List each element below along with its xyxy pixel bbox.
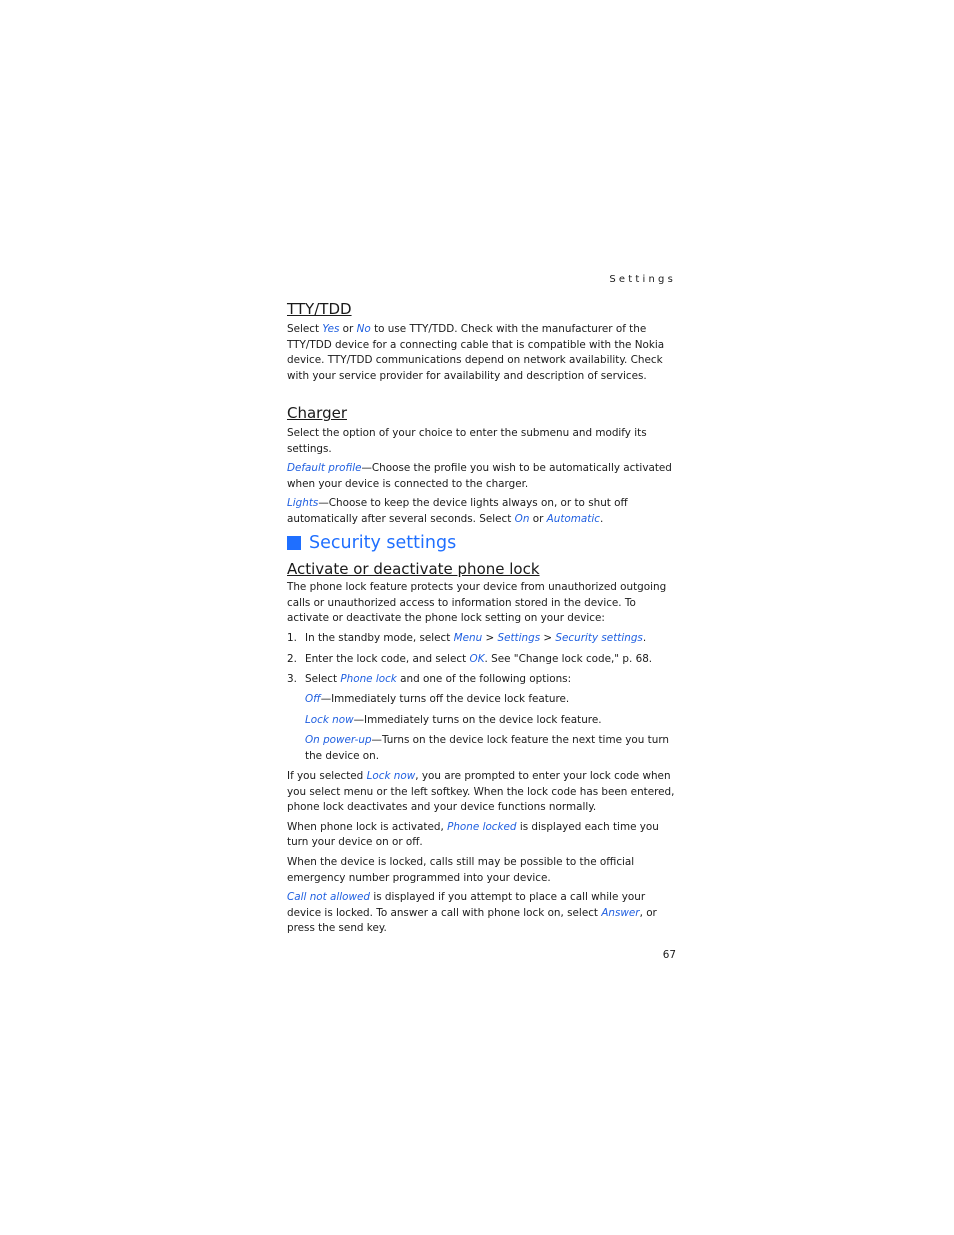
tty-heading: TTY/TDD <box>287 300 352 318</box>
phone-locked-option: Phone locked <box>447 820 517 833</box>
tty-section <box>287 299 679 384</box>
text: —Immediately turns off the device lock feature. <box>320 693 570 705</box>
default-profile-paragraph <box>287 461 679 492</box>
automatic-option: Automatic <box>546 512 600 525</box>
lock-now-option: Lock now <box>366 770 416 782</box>
call-not-allowed-option: Call not allowed <box>287 891 371 904</box>
running-header: Settings <box>609 274 676 285</box>
text: —Turns on the device lock feature the next time you turn the device on. <box>305 734 669 762</box>
closing-paragraphs <box>287 769 679 937</box>
phone-lock-intro: The phone lock feature protects your device from unauthorized outgoing calls or unauthorized access to information stored in the device. To activate or deactivate the phone lock setting on your device: <box>287 581 667 625</box>
step-number: 3. <box>287 673 297 685</box>
no-option: No <box>356 323 371 335</box>
default-profile-option: Default profile <box>287 462 362 475</box>
text: , you are prompted to enter your lock code when you select menu or the left softkey. When the lock code has been entered, phone lock deactivates and your device functions normally. <box>287 770 675 814</box>
text: is displayed if you attempt to place a call while your device is locked. To answer a call with phone lock on, select <box>287 891 646 919</box>
ok-option: OK <box>469 653 485 665</box>
call-not-allowed-paragraph <box>287 890 679 937</box>
option-lock-now <box>305 713 677 729</box>
text: to use TTY/TDD. Check with the manufacturer of the TTY/TDD device for a connecting cable that is compatible with the Nokia device. TTY/TDD communications depend on network availability. Check with your service provider for availability and description of services. <box>287 323 665 382</box>
menu-option: Menu <box>453 632 483 644</box>
phone-lock-heading: Activate or deactivate phone lock <box>287 560 540 578</box>
text: —Choose to keep the device lights always on, or to shut off automatically after several seconds. Select <box>287 497 628 525</box>
page-number: 67 <box>662 949 676 961</box>
text: In the standby mode, select <box>305 632 454 644</box>
text: > <box>482 632 498 644</box>
answer-option: Answer <box>601 906 640 919</box>
step-number: 2. <box>287 653 297 665</box>
lights-paragraph <box>287 496 679 527</box>
text: or <box>529 512 547 525</box>
text: . <box>642 632 647 644</box>
option-label: Off <box>305 693 321 705</box>
on-option: On <box>514 512 530 525</box>
charger-intro: Select the option of your choice to enter the submenu and modify its settings. <box>287 427 647 455</box>
text: or <box>339 323 357 335</box>
settings-option: Settings <box>497 632 541 644</box>
charger-heading: Charger <box>287 404 347 422</box>
text: Enter the lock code, and select <box>305 653 470 665</box>
option-on-power-up <box>305 733 677 764</box>
text: . <box>599 512 604 525</box>
phone-locked-paragraph <box>287 820 679 851</box>
text: When phone lock is activated, <box>287 820 448 833</box>
emergency-paragraph: When the device is locked, calls still may be possible to the official emergency number programmed into your device. <box>287 855 635 884</box>
lights-option: Lights <box>287 497 319 510</box>
text: and one of the following options: <box>396 673 572 685</box>
step-text <box>305 652 677 668</box>
charger-section <box>287 403 679 528</box>
step-text <box>305 631 677 647</box>
phone-lock-option: Phone lock <box>340 673 397 685</box>
step-number: 1. <box>287 632 297 644</box>
text: If you selected <box>287 770 367 782</box>
option-label: Lock now <box>305 714 354 726</box>
section-title: Security settings <box>309 533 457 553</box>
security-settings-option: Security settings <box>555 632 643 644</box>
yes-option: Yes <box>322 323 340 335</box>
text: —Choose the profile you wish to be automatically activated when your device is connected to the charger. <box>287 462 672 490</box>
phone-lock-section <box>287 559 679 627</box>
lock-now-paragraph <box>287 769 679 816</box>
text: —Immediately turns on the device lock feature. <box>353 714 602 726</box>
text: Select <box>305 673 341 685</box>
text: > <box>540 632 556 644</box>
text: , or press the send key. <box>287 906 657 935</box>
text: is displayed each time you turn your device on or off. <box>287 820 659 849</box>
step-text <box>305 672 677 688</box>
option-label: On power-up <box>305 734 372 746</box>
text: Select <box>287 323 323 335</box>
security-settings-title <box>287 532 456 554</box>
text: . See "Change lock code," p. 68. <box>484 653 653 665</box>
square-bullet-icon <box>287 536 301 550</box>
option-off <box>305 692 677 708</box>
tty-paragraph <box>287 322 679 384</box>
